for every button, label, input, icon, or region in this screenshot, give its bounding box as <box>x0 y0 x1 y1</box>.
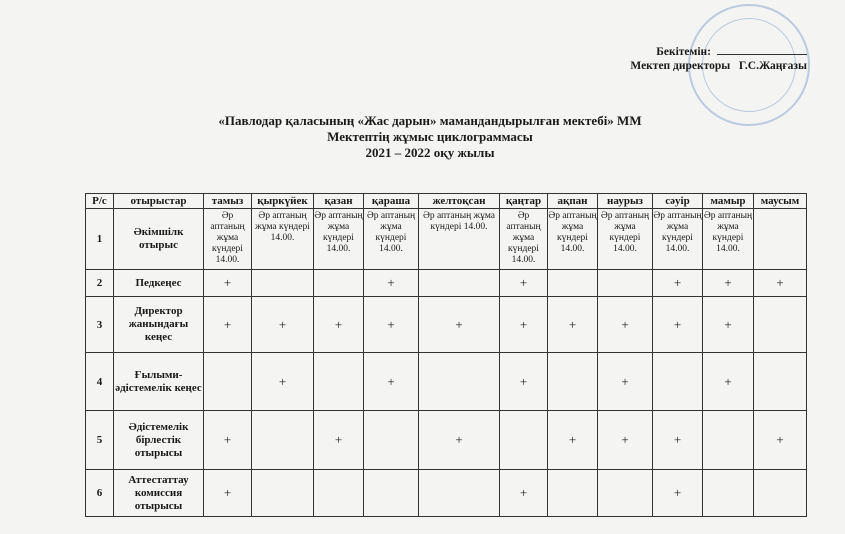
schedule-cell: + <box>419 297 500 353</box>
col-header: мамыр <box>703 194 754 209</box>
col-header: сәуір <box>653 194 703 209</box>
table-row <box>86 270 807 297</box>
meeting-name: Ғылыми-әдістемелік кеңес <box>114 353 204 411</box>
col-header: қаңтар <box>500 194 548 209</box>
schedule-cell: + <box>653 411 703 470</box>
schedule-cell: + <box>204 297 252 353</box>
schedule-cell <box>252 270 314 297</box>
cyclogram-table <box>85 193 807 517</box>
schedule-cell <box>500 411 548 470</box>
col-header: отырыстар <box>114 194 204 209</box>
schedule-cell: + <box>500 353 548 411</box>
approval-block <box>630 44 807 73</box>
schedule-cell <box>548 470 598 517</box>
schedule-cell: + <box>204 270 252 297</box>
schedule-cell: + <box>252 297 314 353</box>
schedule-cell <box>419 470 500 517</box>
col-header: маусым <box>754 194 807 209</box>
schedule-cell: + <box>653 270 703 297</box>
table-row <box>86 209 807 270</box>
schedule-cell <box>754 209 807 270</box>
schedule-cell <box>204 353 252 411</box>
row-number: 6 <box>86 470 114 517</box>
col-header: тамыз <box>204 194 252 209</box>
schedule-cell: + <box>500 470 548 517</box>
approve-label: Бекітемін: <box>656 46 711 58</box>
table-row <box>86 353 807 411</box>
schedule-cell <box>252 470 314 517</box>
schedule-cell <box>314 270 364 297</box>
signature-line <box>717 44 807 55</box>
schedule-cell: + <box>364 297 419 353</box>
schedule-cell: + <box>598 411 653 470</box>
meeting-name: Директор жанындағы кеңес <box>114 297 204 353</box>
schedule-cell: + <box>500 270 548 297</box>
schedule-cell <box>703 470 754 517</box>
schedule-cell: + <box>754 270 807 297</box>
col-header: қыркүйек <box>252 194 314 209</box>
schedule-cell <box>754 297 807 353</box>
schedule-cell: Әр аптаның жұма күндері 14.00. <box>314 209 364 270</box>
schedule-cell <box>364 470 419 517</box>
schedule-cell: + <box>703 297 754 353</box>
schedule-cell <box>653 353 703 411</box>
title-line-1: «Павлодар қаласының «Жас дарын» мамандандырылған мектебі» ММ <box>218 113 642 128</box>
schedule-cell: Әр аптаның жұма күндері 14.00. <box>364 209 419 270</box>
schedule-cell <box>419 353 500 411</box>
row-number: 3 <box>86 297 114 353</box>
schedule-cell: Әр аптаның жұма күндері 14.00. <box>204 209 252 270</box>
director-name: Г.С.Жаңғазы <box>738 60 807 72</box>
meeting-name: Әкімшілк отырыс <box>114 209 204 270</box>
schedule-cell: Әр аптаның жұма күндері 14.00. <box>252 209 314 270</box>
col-header: қазан <box>314 194 364 209</box>
document-title <box>200 113 660 161</box>
meeting-name: Аттестаттау комиссия отырысы <box>114 470 204 517</box>
col-header: ақпан <box>548 194 598 209</box>
schedule-cell <box>598 470 653 517</box>
schedule-cell <box>703 411 754 470</box>
title-line-2: Мектептің жұмыс циклограммасы <box>327 129 533 144</box>
schedule-cell: Әр аптаның жұма күндері 14.00. <box>653 209 703 270</box>
table-header-row <box>86 194 807 209</box>
schedule-cell: + <box>252 353 314 411</box>
schedule-cell: + <box>703 353 754 411</box>
schedule-cell: Әр аптаның жұма күндері 14.00. <box>703 209 754 270</box>
schedule-cell: + <box>754 411 807 470</box>
meeting-name: Әдістемелік бірлестік отырысы <box>114 411 204 470</box>
schedule-cell: + <box>314 411 364 470</box>
schedule-cell <box>754 470 807 517</box>
schedule-cell <box>419 270 500 297</box>
schedule-cell: Әр аптаның жұма күндері 14.00. <box>598 209 653 270</box>
schedule-cell <box>598 270 653 297</box>
schedule-cell: + <box>419 411 500 470</box>
schedule-cell: + <box>598 297 653 353</box>
schedule-cell: + <box>500 297 548 353</box>
row-number: 5 <box>86 411 114 470</box>
schedule-cell: + <box>598 353 653 411</box>
schedule-cell: + <box>653 470 703 517</box>
director-label: Мектеп директоры <box>630 60 731 72</box>
schedule-cell: Әр аптаның жұма күндері 14.00. <box>548 209 598 270</box>
schedule-cell: + <box>653 297 703 353</box>
row-number: 1 <box>86 209 114 270</box>
table-row <box>86 297 807 353</box>
title-line-3: 2021 – 2022 оқу жылы <box>365 145 495 160</box>
meeting-name: Педкеңес <box>114 270 204 297</box>
schedule-cell <box>314 353 364 411</box>
col-header: желтоқсан <box>419 194 500 209</box>
col-header: қараша <box>364 194 419 209</box>
schedule-cell: + <box>548 297 598 353</box>
schedule-cell <box>548 353 598 411</box>
schedule-cell <box>364 411 419 470</box>
row-number: 2 <box>86 270 114 297</box>
col-header: наурыз <box>598 194 653 209</box>
schedule-cell: + <box>204 411 252 470</box>
schedule-cell: Әр аптаның жұма күндері 14.00. <box>500 209 548 270</box>
schedule-cell: + <box>548 411 598 470</box>
schedule-cell <box>754 353 807 411</box>
schedule-cell: + <box>314 297 364 353</box>
schedule-cell: + <box>364 353 419 411</box>
schedule-cell <box>314 470 364 517</box>
schedule-cell: + <box>364 270 419 297</box>
col-header: Р/с <box>86 194 114 209</box>
table-row <box>86 411 807 470</box>
schedule-cell <box>548 270 598 297</box>
schedule-cell: + <box>703 270 754 297</box>
row-number: 4 <box>86 353 114 411</box>
table-row <box>86 470 807 517</box>
schedule-cell <box>252 411 314 470</box>
schedule-cell: Әр аптаның жұма күндері 14.00. <box>419 209 500 270</box>
schedule-cell: + <box>204 470 252 517</box>
